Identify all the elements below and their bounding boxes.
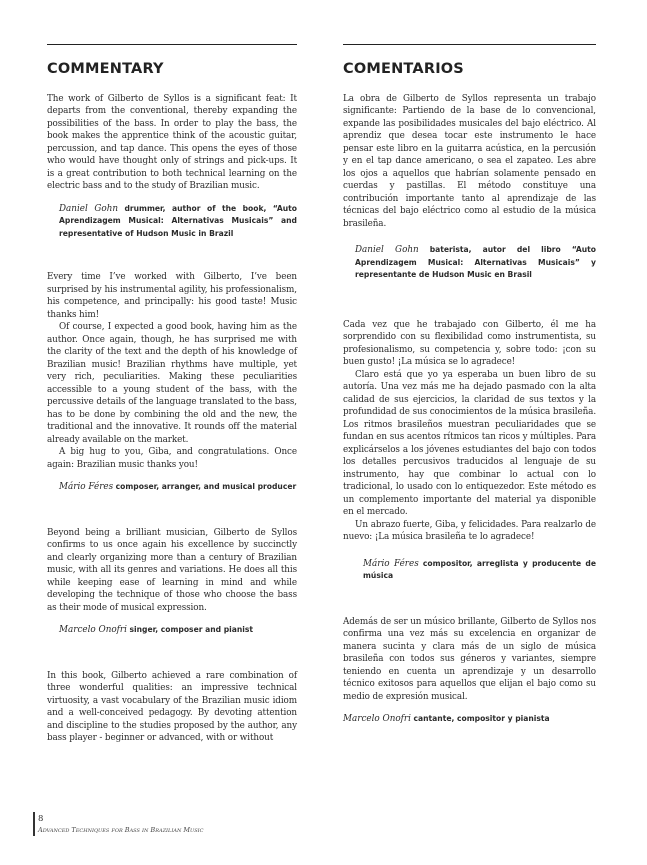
paragraph: In this book, Gilberto achieved a rare combination of three wonderful qualities: an impressive technical virtuosity, a vast vocabulary of the Brazilian music idiom and a well-conceived pedagogy. By devoting attention and discipline to the studies proposed by the author, any bass player - beginner or advanced, with or without [47, 670, 297, 744]
paragraph: Cada vez que he trabajado con Gilberto, él me ha sorprendido con su flexibilidad como instrumentista, su profesionalismo, su competencia y, sobre todo: ¡con su buen gusto! ¡La música se lo agradece! [343, 319, 596, 368]
paragraph: A big hug to you, Giba, and congratulations. Once again: Brazilian music thanks you! [47, 447, 297, 470]
author-role: drummer, author of the book, “Auto Aprendizagem Musical: Alternativas Musicais” and representative of Hudson Music in Brazil [59, 203, 298, 238]
top-rule [47, 44, 297, 45]
top-rule [343, 44, 596, 45]
paragraph: Beyond being a brilliant musician, Gilberto de Syllos confirms to us once again his excellence by succinctly and clearly organizing more than a century of Brazilian music, with all its genres and variations. He does all this while keeping ease of learning in mind and while developing the technique of those who choose the bass as their mode of musical expression. [47, 527, 297, 613]
page-heading: COMMENTARY [47, 61, 164, 77]
paragraph: Of course, I expected a good book, having him as the author. Once again, though, he has surprised me with the clarity of the text and the depth of his knowledge of Brazilian music! Brazilian rhythms have multiple, yet very rich, peculiarities. Making these peculiarities accessible to a young student of the bass, with the percussive details of the language translated to the bass, has to be done by combining the old and the new, the traditional and the innovative. It rounds off the material already available on the market. [47, 322, 297, 445]
signature [355, 244, 596, 282]
signature [343, 713, 596, 726]
author-role: singer, composer and pianist [129, 625, 254, 635]
author-name: Marcelo Onofri [59, 625, 127, 636]
paragraph: Claro está que yo ya esperaba un buen libro de su autoría. Una vez más me ha dejado pasmado con la alta calidad de sus ejercicios, la claridad de sus textos y la profundidad de sus conocimientos de la música brasileña. Los ritmos brasileños muestran peculiaridades que se fundan en sus acentos rítmicos tan ricos y múltiples. Para explicárselos a los jóvenes estudiantes del bajo con todos los detalles percusivos traducidos al lenguaje de su instrumento, hay que combinar lo actual con lo tradicional, lo usado con lo entiquezedor. Este método es un complemento importante del material ya disponible en el mercado. [343, 369, 597, 518]
paragraph: Un abrazo fuerte, Giba, y felicidades. Para realzarlo de nuevo: ¡La música brasileña te lo agradece! [343, 519, 596, 543]
author-name: Mário Féres [363, 558, 419, 569]
running-title: Advanced Techniques for Bass in Brazilian Music [38, 826, 204, 834]
page-heading: COMENTARIOS [343, 61, 464, 77]
page-number: 8 [38, 814, 44, 824]
author-role: cantante, compositor y pianista [413, 714, 550, 724]
author-name: Daniel Gohn [59, 203, 119, 214]
signature [59, 203, 297, 241]
footer-bar [33, 812, 35, 836]
author-name: Mário Féres [59, 482, 114, 493]
paragraph: Every time I’ve worked with Gilberto, I’ve been surprised by his instrumental agility, his professionalism, his competence, and principally: his good taste! Music thanks him! [47, 272, 297, 320]
author-role: baterista, autor del libro “Auto Aprendizagem Musical: Alternativas Musicais” y representante de Hudson Music en Brasil [355, 245, 596, 280]
signature [59, 624, 297, 637]
paragraph: The work of Gilberto de Syllos is a significant feat: It departs from the conventional, thereby expanding the possibilities of the bass. In order to play the bass, the book makes the apprentice think of the acoustic guitar, percussion, and tap dance. This opens the eyes of those who would have thought only of strings and pick-ups. It is a great contribution to both technical learning on the electric bass and to the study of Brazilian music. [47, 93, 297, 192]
signature [59, 481, 297, 494]
column-spanish [343, 44, 596, 726]
column-english [47, 44, 297, 745]
author-role: compositor, arreglista y producente de música [363, 558, 596, 581]
author-name: Marcelo Onofri [343, 714, 411, 725]
paragraph: La obra de Gilberto de Syllos representa un trabajo significante: Partiendo de la base de lo convencional, expande las posibilidades musicales del bajo eléctrico. Al aprendiz que desea tocar este instrumento le hace pensar este libro en la guitarra acústica, en la percusión y en el tap dance americano, o sea el zapateo. Les abre los ojos a aquellos que habrían solamente pensado en cuerdas y pastillas. El método constituye una contribución importante tanto al aprendizaje de las técnicas del bajo eléctrico como al estudio de la música brasileña. [343, 93, 596, 229]
paragraph: Además de ser un músico brillante, Gilberto de Syllos nos confirma una vez más su excelencia en organizar de manera sucinta y clara más de un siglo de música brasileña con todos sus géneros y variantes, siempre teniendo en cuenta un aprendizaje y un desarrollo técnico exitosos para aquellos que elijan el bajo como su medio de expresión musical. [343, 616, 596, 702]
signature [363, 558, 596, 583]
author-name: Daniel Gohn [355, 245, 419, 256]
author-role: composer, arranger, and musical producer [115, 482, 297, 492]
